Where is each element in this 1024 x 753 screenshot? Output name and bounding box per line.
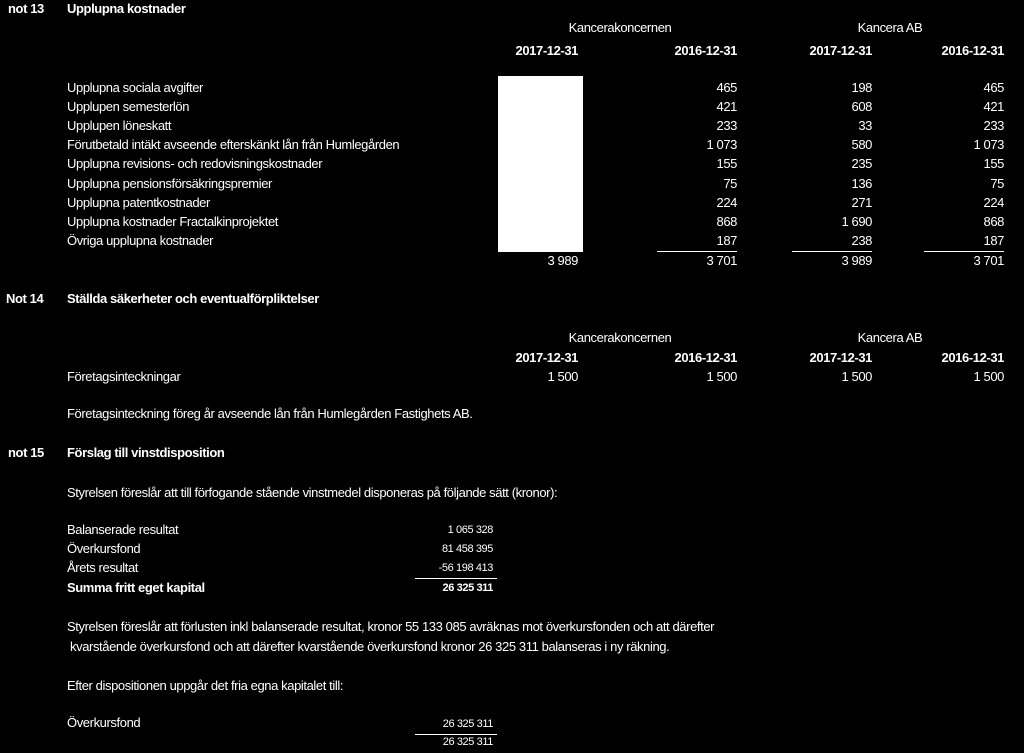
note13-col-header-4: 2016-12-31 (941, 43, 1004, 58)
note15-intro: Styrelsen föreslår att till förfogande stående vinstmedel disponeras på följande sätt (kronor): (67, 485, 558, 500)
note13-row-value: 1 073 (973, 137, 1004, 152)
note14-col-header-1: 2017-12-31 (515, 350, 578, 365)
note13-row-value: 75 (990, 176, 1004, 191)
note13-row-label: Upplupen löneskatt (67, 118, 172, 133)
note14-footnote: Företagsinteckning föreg år avseende lån från Humlegården Fastighets AB. (67, 406, 473, 421)
note13-col-header-1: 2017-12-31 (515, 43, 578, 58)
note13-row-label: Upplupna pensionsförsäkringspremier (67, 176, 272, 191)
note13-row-value: 868 (983, 214, 1004, 229)
note15-number: not 15 (8, 445, 44, 460)
note13-total: 3 701 (973, 253, 1004, 268)
note15-row-value: 81 458 395 (441, 543, 493, 555)
note13-title: Upplupna kostnader (67, 1, 186, 16)
note14-row-value: 1 500 (547, 369, 578, 384)
note13-row-label: Förutbetald intäkt avseende efterskänkt lån från Humlegården (67, 137, 400, 152)
note13-row-label: Upplupna revisions- och redovisningskostnader (67, 156, 323, 171)
note15-after-value: 26 325 311 (442, 718, 493, 730)
note15-title: Förslag till vinstdisposition (67, 445, 225, 460)
note13-row-value: 465 (983, 80, 1004, 95)
note14-row-value: 1 500 (841, 369, 872, 384)
note13-total-rule (498, 251, 583, 252)
note13-col-header-3: 2017-12-31 (809, 43, 872, 58)
note13-row-label: Upplupna patentkostnader (67, 195, 210, 210)
note14-row-value: 1 500 (973, 369, 1004, 384)
note13-row-value: 224 (716, 195, 737, 210)
note14-col-header-3: 2017-12-31 (809, 350, 872, 365)
note13-row-value: 580 (851, 137, 872, 152)
note15-after-total: 26 325 311 (442, 736, 493, 748)
note14-group-left: Kancerakoncernen (568, 330, 672, 345)
note14-col-header-4: 2016-12-31 (941, 350, 1004, 365)
note15-row-label: Balanserade resultat (67, 522, 179, 537)
note15-after-label: Överkursfond (67, 715, 141, 730)
note15-sum-value: 26 325 311 (442, 582, 493, 594)
note14-row-value: 1 500 (706, 369, 737, 384)
note13-row-value: 198 (851, 80, 872, 95)
note13-row-value: 421 (716, 99, 737, 114)
note13-number: not 13 (8, 1, 44, 16)
note13-row-value: 155 (716, 156, 737, 171)
note13-row-label: Upplupna kostnader Fractalkinprojektet (67, 214, 278, 229)
note13-row-value: 233 (983, 118, 1004, 133)
note15-proposal-line2: kvarstående överkursfond och att därefter kvarstående överkursfond kronor 26 325 311 balanseras i ny räkning. (70, 639, 670, 654)
note13-group-left: Kancerakoncernen (568, 20, 672, 35)
note13-row-value: 421 (983, 99, 1004, 114)
note15-sum-label: Summa fritt eget kapital (67, 580, 205, 595)
note13-row-value: 224 (983, 195, 1004, 210)
note13-row-value: 465 (716, 80, 737, 95)
note13-total-rule (792, 251, 872, 252)
note15-row-value: -56 198 413 (438, 562, 493, 574)
note13-row-label: Övriga upplupna kostnader (67, 233, 214, 248)
note15-row-label: Överkursfond (67, 541, 141, 556)
note13-row-label: Upplupen semesterlön (67, 99, 190, 114)
note13-col-header-2: 2016-12-31 (674, 43, 737, 58)
note13-row-value: 1 073 (706, 137, 737, 152)
note13-row-value: 233 (716, 118, 737, 133)
note13-row-value: 868 (716, 214, 737, 229)
note13-row-value: 136 (851, 176, 872, 191)
note14-title: Ställda säkerheter och eventualförpliktelser (67, 291, 319, 306)
note15-row-label: Årets resultat (67, 560, 138, 575)
note13-total: 3 989 (547, 253, 578, 268)
note14-number: Not 14 (6, 291, 44, 306)
note13-row-value: 271 (851, 195, 872, 210)
note13-row-value: 33 (858, 118, 872, 133)
note13-row-value: 155 (983, 156, 1004, 171)
note13-row-value: 187 (983, 233, 1004, 248)
note13-total: 3 989 (841, 253, 872, 268)
note15-after-rule (415, 734, 497, 735)
note13-total-rule (657, 251, 737, 252)
note15-proposal-line1: Styrelsen föreslår att förlusten inkl balanserade resultat, kronor 55 133 085 avräknas mot överkursfonden och att därefter (67, 619, 715, 634)
note15-after-text: Efter dispositionen uppgår det fria egna kapitalet till: (67, 678, 344, 693)
note13-row-label: Upplupna sociala avgifter (67, 80, 203, 95)
redaction-box (498, 76, 583, 251)
note13-total: 3 701 (706, 253, 737, 268)
note13-total-rule (924, 251, 1004, 252)
note13-row-value: 75 (723, 176, 737, 191)
note13-row-value: 238 (851, 233, 872, 248)
note13-row-value: 235 (851, 156, 872, 171)
note13-group-right: Kancera AB (857, 20, 923, 35)
note14-row-label: Företagsinteckningar (67, 369, 181, 384)
note13-row-value: 608 (851, 99, 872, 114)
note14-col-header-2: 2016-12-31 (674, 350, 737, 365)
note15-row-value: 1 065 328 (447, 524, 493, 536)
note13-row-value: 187 (716, 233, 737, 248)
note13-row-value: 1 690 (841, 214, 872, 229)
note14-group-right: Kancera AB (857, 330, 923, 345)
note15-sum-rule (415, 578, 497, 579)
